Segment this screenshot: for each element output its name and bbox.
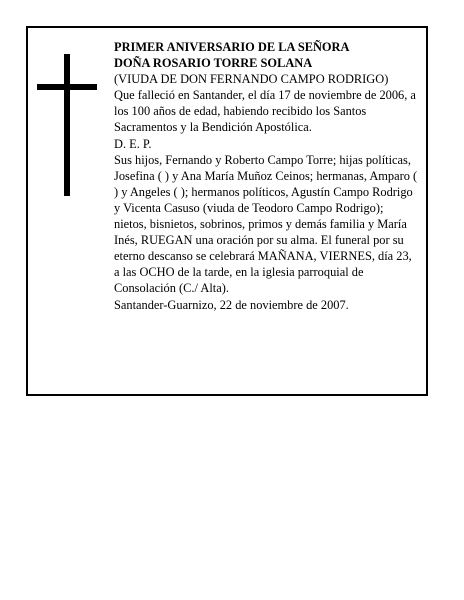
family-request-paragraph: Sus hijos, Fernando y Roberto Campo Torre; hijas políticas, Josefina ( ) y Ana María Muñoz Ceinos; hermanas, Amparo ( ) y Angeles ( ); hermanos políticos, Agustín Campo Rodrigo y Vicenta Casuso (viuda de Teodoro Campo Rodrigo); nietos, bisnietos, sobrinos, primos y demás familia y María Inés, RUEGAN una oración por su alma. El funeral por su eterno descanso se celebrará MAÑANA, VIERNES, día 23, a las OCHO de la tarde, en la iglesia parroquial de Consolación (C./ Alta). (114, 152, 418, 296)
notice-heading-line1: PRIMER ANIVERSARIO DE LA SEÑORA (114, 40, 350, 54)
death-info-paragraph: Que falleció en Santander, el día 17 de noviembre de 2006, a los 100 años de edad, habiendo recibido los Santos Sacramentos y la Bendición Apostólica. (114, 88, 416, 135)
widow-of-line: (VIUDA DE DON FERNANDO CAMPO RODRIGO) (114, 72, 389, 87)
obituary-text-block (114, 39, 418, 313)
cross-icon-crossbar (37, 84, 97, 90)
notice-heading-line2: DOÑA ROSARIO TORRE SOLANA (114, 56, 313, 71)
dep-line: D. E. P. (114, 136, 152, 151)
cross-icon (64, 54, 70, 196)
place-date-line: Santander-Guarnizo, 22 de noviembre de 2007. (114, 297, 349, 312)
